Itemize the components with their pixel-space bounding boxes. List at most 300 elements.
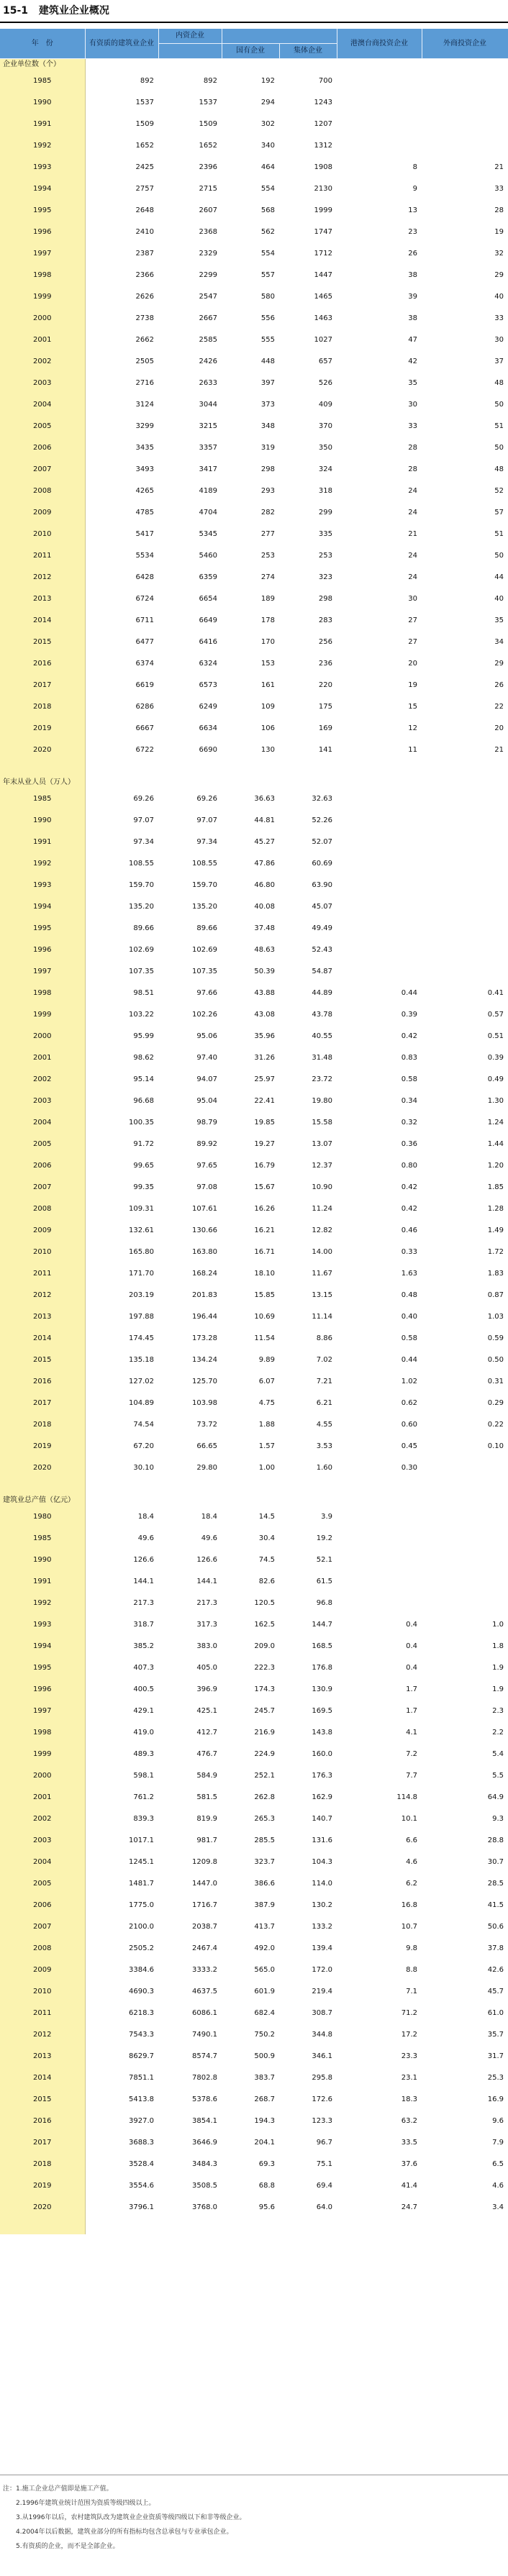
value-cell: 132.61: [129, 1226, 154, 1234]
value-cell: 192: [260, 77, 275, 85]
year-cell: 1991: [0, 1571, 85, 1593]
value-cell: 5460: [199, 552, 217, 560]
value-cell: 135.20: [192, 903, 217, 911]
table-row: [0, 1593, 508, 1614]
value-cell: 892: [203, 77, 217, 85]
value-cell: 0.39: [401, 1011, 417, 1019]
year-cell: 1990: [0, 1549, 85, 1571]
value-cell: 1.20: [487, 1162, 504, 1170]
value-cell: 35.7: [487, 2031, 504, 2039]
value-cell: 74.5: [258, 1556, 275, 1564]
value-cell: 97.65: [196, 1162, 217, 1170]
value-cell: 217.3: [196, 1599, 217, 1607]
table-row: [0, 1657, 508, 1679]
spacer-cell: [222, 2218, 279, 2234]
value-cell: 217.3: [133, 1599, 154, 1607]
table-row: [0, 1155, 508, 1177]
year-cell: 2017: [0, 675, 85, 696]
value-cell: 28: [494, 206, 504, 214]
year-cell: 1994: [0, 1636, 85, 1657]
value-cell: 133.2: [312, 1923, 332, 1931]
value-cell: 265.3: [254, 1815, 275, 1823]
value-cell: 8629.7: [129, 2052, 154, 2060]
value-cell: 1509: [199, 120, 217, 128]
year-cell: 2002: [0, 1808, 85, 1830]
value-cell: 1.00: [258, 1464, 275, 1472]
value-cell: 2425: [135, 163, 154, 171]
table-row: [0, 2132, 508, 2154]
value-cell: 159.70: [192, 881, 217, 889]
value-cell: 0.58: [401, 1075, 417, 1083]
table-row: [0, 1614, 508, 1636]
table-row: [0, 1436, 508, 1457]
value-cell: 1209.8: [192, 1858, 217, 1866]
value-cell: 224.9: [254, 1750, 275, 1758]
value-cell: 397: [260, 379, 275, 387]
table-row: [0, 222, 508, 243]
table-row: [0, 1220, 508, 1242]
value-cell: 97.66: [196, 989, 217, 997]
table-row: [0, 939, 508, 961]
value-cell: 1.63: [401, 1270, 417, 1278]
value-cell: 16.21: [254, 1226, 275, 1234]
value-cell: 318: [318, 487, 332, 495]
value-cell: 2547: [199, 293, 217, 301]
table-row: [0, 2197, 508, 2218]
year-cell: 2015: [0, 2089, 85, 2111]
value-cell: 3044: [199, 401, 217, 409]
value-cell: 1.7: [406, 1707, 417, 1715]
value-cell: 0.87: [487, 1291, 504, 1299]
value-cell: [337, 853, 422, 875]
value-cell: 201.83: [192, 1291, 217, 1299]
value-cell: 2467.4: [192, 1944, 217, 1952]
value-cell: 114.8: [396, 1793, 417, 1801]
value-cell: 5417: [135, 530, 154, 538]
year-cell: 2001: [0, 1047, 85, 1069]
value-cell: 19.85: [254, 1119, 275, 1127]
year-cell: 1992: [0, 1593, 85, 1614]
value-cell: 6722: [135, 746, 154, 754]
value-cell: 33: [408, 422, 417, 430]
value-cell: [422, 1549, 508, 1571]
table-row: [0, 1528, 508, 1549]
value-cell: 28: [408, 444, 417, 452]
value-cell: [337, 135, 422, 157]
empty-cell: [85, 1495, 158, 1506]
value-cell: 370: [318, 422, 332, 430]
value-cell: 0.32: [401, 1119, 417, 1127]
value-cell: 95.99: [133, 1032, 154, 1040]
value-cell: 127.02: [129, 1378, 154, 1385]
note-line: 2.1996年建筑业统计范围为资质等级四级以上。: [16, 2500, 155, 2507]
value-cell: 41.5: [487, 1901, 504, 1909]
year-cell: 1995: [0, 918, 85, 939]
year-cell: 2009: [0, 502, 85, 524]
empty-cell: [158, 777, 222, 788]
value-cell: 0.10: [487, 1442, 504, 1450]
value-cell: 6324: [199, 660, 217, 668]
value-cell: 47.86: [254, 860, 275, 868]
value-cell: 26: [408, 250, 417, 258]
empty-cell: [279, 777, 337, 788]
value-cell: 387.9: [254, 1901, 275, 1909]
year-cell: 2000: [0, 1026, 85, 1047]
value-cell: 108.55: [129, 860, 154, 868]
table-row: [0, 1069, 508, 1091]
value-cell: 419.0: [133, 1729, 154, 1737]
value-cell: [422, 114, 508, 135]
value-cell: 170: [260, 638, 275, 646]
value-cell: 2366: [135, 271, 154, 279]
value-cell: 0.22: [487, 1421, 504, 1429]
value-cell: 2.2: [492, 1729, 504, 1737]
value-cell: 175: [318, 703, 332, 711]
header-blank: [222, 29, 337, 44]
value-cell: 19.27: [254, 1140, 275, 1148]
value-cell: 4.75: [258, 1399, 275, 1407]
value-cell: 405.0: [196, 1664, 217, 1672]
value-cell: 13.07: [312, 1140, 332, 1148]
value-cell: 1747: [314, 228, 332, 236]
value-cell: 130.9: [312, 1685, 332, 1693]
value-cell: 11: [408, 746, 417, 754]
year-cell: 1995: [0, 1657, 85, 1679]
year-cell: 2001: [0, 1787, 85, 1808]
value-cell: 174.45: [129, 1334, 154, 1342]
value-cell: 144.1: [133, 1578, 154, 1585]
value-cell: 19.80: [312, 1097, 332, 1105]
value-cell: 99.35: [133, 1183, 154, 1191]
value-cell: 40: [494, 595, 504, 603]
value-cell: 1207: [314, 120, 332, 128]
value-cell: 492.0: [254, 1944, 275, 1952]
year-cell: 1990: [0, 810, 85, 832]
year-cell: 2012: [0, 1285, 85, 1306]
value-cell: 27: [408, 638, 417, 646]
value-cell: 3435: [135, 444, 154, 452]
value-cell: 11.14: [312, 1313, 332, 1321]
value-cell: 6.5: [492, 2160, 504, 2168]
value-cell: 700: [318, 77, 332, 85]
value-cell: [422, 135, 508, 157]
value-cell: 97.08: [196, 1183, 217, 1191]
value-cell: 0.4: [406, 1642, 417, 1650]
table-row: [0, 718, 508, 739]
value-cell: 2648: [135, 206, 154, 214]
value-cell: 3646.9: [192, 2139, 217, 2147]
value-cell: [422, 853, 508, 875]
value-cell: 37.8: [487, 1944, 504, 1952]
spacer-cell: [337, 761, 422, 777]
year-cell: 2007: [0, 1916, 85, 1938]
year-cell: 2008: [0, 1938, 85, 1960]
value-cell: 1.9: [492, 1685, 504, 1693]
value-cell: 0.42: [401, 1032, 417, 1040]
table-row: [0, 178, 508, 200]
value-cell: 32: [494, 250, 504, 258]
empty-cell: [337, 777, 422, 788]
year-cell: 1994: [0, 896, 85, 918]
value-cell: 6649: [199, 616, 217, 624]
value-cell: 2038.7: [192, 1923, 217, 1931]
value-cell: 27: [408, 616, 417, 624]
value-cell: 68.8: [258, 2182, 275, 2190]
value-cell: 36.63: [254, 795, 275, 803]
table-row: [0, 135, 508, 157]
spacer-cell: [85, 1479, 158, 1495]
value-cell: 4.6: [492, 2182, 504, 2190]
value-cell: 3215: [199, 422, 217, 430]
value-cell: 45.7: [487, 1988, 504, 1995]
value-cell: 0.60: [401, 1421, 417, 1429]
value-cell: 2505.2: [129, 1944, 154, 1952]
value-cell: 37: [494, 358, 504, 365]
value-cell: 44: [494, 573, 504, 581]
table-row: [0, 1414, 508, 1436]
value-cell: 554: [260, 185, 275, 193]
value-cell: 18.4: [137, 1513, 154, 1521]
value-cell: 37.48: [254, 924, 275, 932]
value-cell: 61.5: [316, 1578, 332, 1585]
value-cell: 7851.1: [129, 2074, 154, 2082]
spacer-cell: [337, 2218, 422, 2234]
value-cell: 24: [408, 552, 417, 560]
value-cell: 8: [412, 163, 417, 171]
value-cell: 96.68: [133, 1097, 154, 1105]
value-cell: 7.21: [316, 1378, 332, 1385]
value-cell: 54.87: [312, 968, 332, 975]
value-cell: 7490.1: [192, 2031, 217, 2039]
table-row: [0, 1895, 508, 1916]
value-cell: 1463: [314, 314, 332, 322]
value-cell: 48.63: [254, 946, 275, 954]
value-cell: 4.6: [406, 1858, 417, 1866]
value-cell: 489.3: [133, 1750, 154, 1758]
value-cell: 43.78: [312, 1011, 332, 1019]
empty-cell: [222, 1495, 279, 1506]
table-row: [0, 567, 508, 588]
value-cell: 1243: [314, 99, 332, 106]
value-cell: 6218.3: [129, 2009, 154, 2017]
value-cell: 6724: [135, 595, 154, 603]
value-cell: 568: [260, 206, 275, 214]
value-cell: 2662: [135, 336, 154, 344]
value-cell: 9.8: [406, 1944, 417, 1952]
value-cell: 46.80: [254, 881, 275, 889]
year-cell: 2014: [0, 2067, 85, 2089]
value-cell: 340: [260, 142, 275, 150]
table-row: [0, 1242, 508, 1263]
value-cell: 3384.6: [129, 1966, 154, 1974]
spacer-row: [0, 2218, 508, 2234]
table-row: [0, 739, 508, 761]
year-cell: 2013: [0, 2046, 85, 2067]
value-cell: 8574.7: [192, 2052, 217, 2060]
year-cell: 2018: [0, 696, 85, 718]
value-cell: 13.15: [312, 1291, 332, 1299]
spacer-cell: [337, 1479, 422, 1495]
value-cell: 24: [408, 487, 417, 495]
value-cell: 43.08: [254, 1011, 275, 1019]
year-cell: 1993: [0, 875, 85, 896]
value-cell: 581.5: [196, 1793, 217, 1801]
value-cell: 23.1: [401, 2074, 417, 2082]
value-cell: 52.1: [316, 1556, 332, 1564]
value-cell: 3417: [199, 465, 217, 473]
value-cell: 6634: [199, 724, 217, 732]
header-collective: 集体企业: [279, 44, 337, 59]
value-cell: 99.65: [133, 1162, 154, 1170]
value-cell: 15.58: [312, 1119, 332, 1127]
value-cell: 383.0: [196, 1642, 217, 1650]
value-cell: 97.34: [133, 838, 154, 846]
value-cell: 3.9: [321, 1513, 332, 1521]
value-cell: 98.51: [133, 989, 154, 997]
value-cell: 3796.1: [129, 2203, 154, 2211]
year-cell: 2011: [0, 2003, 85, 2024]
value-cell: 5.5: [492, 1772, 504, 1780]
header-foreign: 外商投资企业: [422, 29, 508, 59]
value-cell: 204.1: [254, 2139, 275, 2147]
table-row: [0, 1808, 508, 1830]
value-cell: 1.85: [487, 1183, 504, 1191]
year-cell: 2002: [0, 1069, 85, 1091]
value-cell: 413.7: [254, 1923, 275, 1931]
year-cell: 2016: [0, 1371, 85, 1393]
year-cell: 2012: [0, 567, 85, 588]
value-cell: 373: [260, 401, 275, 409]
value-cell: 0.45: [401, 1442, 417, 1450]
value-cell: 44.89: [312, 989, 332, 997]
value-cell: 196.44: [192, 1313, 217, 1321]
value-cell: 323: [318, 573, 332, 581]
spacer-cell: [85, 2218, 158, 2234]
value-cell: 0.57: [487, 1011, 504, 1019]
year-cell: 2010: [0, 1981, 85, 2003]
value-cell: 277: [260, 530, 275, 538]
value-cell: 6.21: [316, 1399, 332, 1407]
value-cell: 4637.5: [192, 1988, 217, 1995]
value-cell: [337, 788, 422, 810]
value-cell: 173.28: [192, 1334, 217, 1342]
value-cell: 30: [408, 401, 417, 409]
value-cell: 171.70: [129, 1270, 154, 1278]
value-cell: 22: [494, 703, 504, 711]
empty-cell: [85, 59, 158, 71]
table-row: [0, 70, 508, 92]
value-cell: 107.35: [192, 968, 217, 975]
table-row: [0, 610, 508, 632]
value-cell: 1017.1: [129, 1837, 154, 1844]
year-cell: 2020: [0, 2197, 85, 2218]
value-cell: 526: [318, 379, 332, 387]
value-cell: 4.55: [316, 1421, 332, 1429]
value-cell: 1.57: [258, 1442, 275, 1450]
value-cell: 274: [260, 573, 275, 581]
value-cell: 104.89: [129, 1399, 154, 1407]
value-cell: 14.00: [312, 1248, 332, 1256]
value-cell: 1712: [314, 250, 332, 258]
value-cell: 819.9: [196, 1815, 217, 1823]
value-cell: 6249: [199, 703, 217, 711]
table-row: [0, 810, 508, 832]
empty-cell: [279, 1495, 337, 1506]
table-row: [0, 788, 508, 810]
value-cell: 2626: [135, 293, 154, 301]
value-cell: 15.85: [254, 1291, 275, 1299]
value-cell: 0.46: [401, 1226, 417, 1234]
spacer-cell: [422, 761, 508, 777]
value-cell: 383.7: [254, 2074, 275, 2082]
value-cell: 1245.1: [129, 1858, 154, 1866]
value-cell: 6428: [135, 573, 154, 581]
value-cell: 30: [408, 595, 417, 603]
value-cell: [337, 832, 422, 853]
value-cell: 3528.4: [129, 2160, 154, 2168]
empty-cell: [158, 1495, 222, 1506]
value-cell: 89.66: [133, 924, 154, 932]
value-cell: 5378.6: [192, 2095, 217, 2103]
value-cell: 1537: [199, 99, 217, 106]
value-cell: 298: [318, 595, 332, 603]
value-cell: 69.4: [316, 2182, 332, 2190]
value-cell: 7543.3: [129, 2031, 154, 2039]
value-cell: 69.26: [133, 795, 154, 803]
year-cell: 2015: [0, 632, 85, 653]
value-cell: 48: [494, 379, 504, 387]
table-row: [0, 265, 508, 286]
value-cell: [422, 1457, 508, 1479]
value-cell: 24.7: [401, 2203, 417, 2211]
table-row: [0, 832, 508, 853]
title-text: 建筑业企业概况: [38, 5, 109, 17]
table-row: [0, 1393, 508, 1414]
value-cell: 6619: [135, 681, 154, 689]
value-cell: 3484.3: [192, 2160, 217, 2168]
value-cell: 580: [260, 293, 275, 301]
value-cell: 346.1: [312, 2052, 332, 2060]
value-cell: 0.50: [487, 1356, 504, 1364]
table-row: [0, 1306, 508, 1328]
table-row: [0, 1679, 508, 1701]
value-cell: 282: [260, 509, 275, 516]
value-cell: 174.3: [254, 1685, 275, 1693]
value-cell: 144.7: [312, 1621, 332, 1629]
value-cell: 33.5: [401, 2139, 417, 2147]
value-cell: 555: [260, 336, 275, 344]
value-cell: 0.51: [487, 1032, 504, 1040]
value-cell: 1.60: [316, 1464, 332, 1472]
header-hk-macao-tw: 港澳台商投资企业: [337, 29, 422, 59]
year-cell: 2011: [0, 545, 85, 567]
table-row: [0, 1004, 508, 1026]
table-row: [0, 157, 508, 178]
value-cell: 1.72: [487, 1248, 504, 1256]
value-cell: 144.1: [196, 1578, 217, 1585]
value-cell: 63.90: [312, 881, 332, 889]
value-cell: [337, 70, 422, 92]
value-cell: 324: [318, 465, 332, 473]
value-cell: 103.98: [192, 1399, 217, 1407]
value-cell: 91.72: [133, 1140, 154, 1148]
value-cell: 16.26: [254, 1205, 275, 1213]
value-cell: 1775.0: [129, 1901, 154, 1909]
value-cell: 0.42: [401, 1183, 417, 1191]
value-cell: 14.5: [258, 1513, 275, 1521]
value-cell: 1.24: [487, 1119, 504, 1127]
year-cell: 2019: [0, 2175, 85, 2197]
